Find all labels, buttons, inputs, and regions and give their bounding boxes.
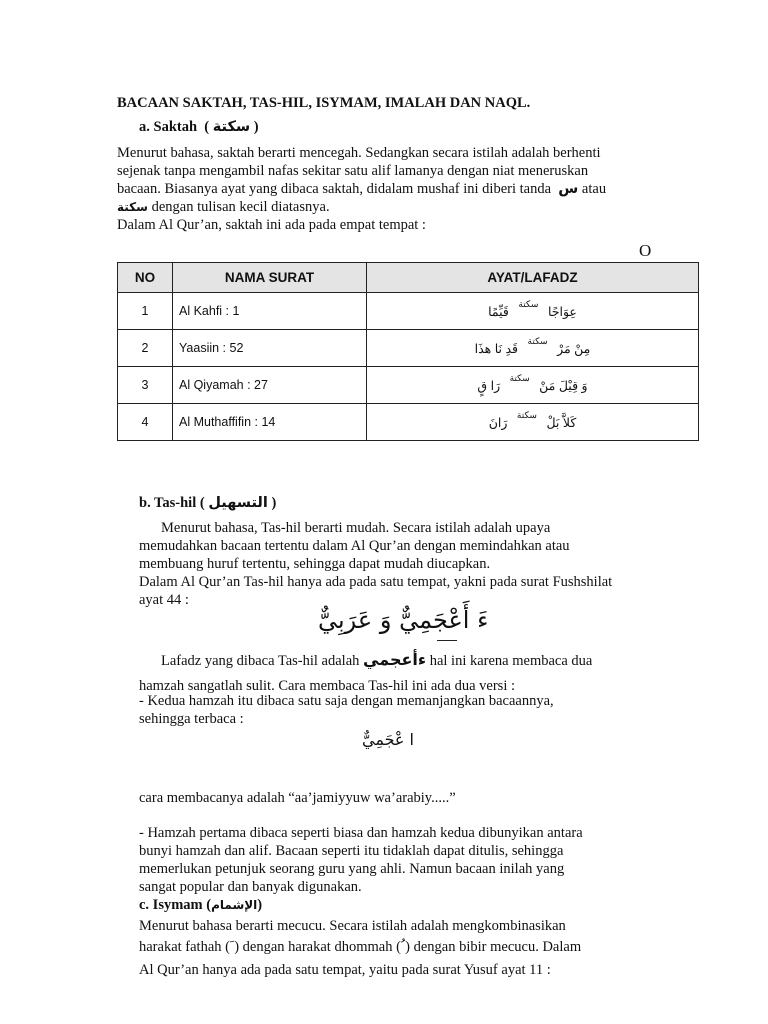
- tashil-paragraph-line-8: - Kedua hamzah itu dibaca satu saja dengan memanjangkan bacaannya,: [139, 693, 554, 709]
- tashil-inline-arabic: ءأعجمي: [363, 650, 427, 669]
- row-lafadz: [367, 330, 699, 367]
- saktah-line-3-end: atau: [581, 181, 607, 197]
- tashil-paragraph-line-6: [161, 651, 592, 670]
- header-nama-surat: NAMA SURAT: [173, 263, 367, 293]
- lafadz-part-a: مِنْ مَرْ: [557, 341, 591, 356]
- row-no: 3: [118, 367, 173, 404]
- lafadz-part-a: عِوَاجًا: [547, 304, 577, 319]
- tashil-paragraph-line-10: cara membacanya adalah “aa’jamiyyuw wa’arabiy.....”: [139, 790, 456, 806]
- row-no: 1: [118, 293, 173, 330]
- tashil-paragraph-line-7: hamzah sangatlah sulit. Cara membaca Tas-hil ini ada dua versi :: [139, 678, 515, 694]
- table-header-row: [118, 263, 699, 293]
- saktah-paragraph-line-5: Dalam Al Qur’an, saktah ini ada pada empat tempat :: [117, 217, 426, 233]
- isymam-paragraph-line-1: Menurut bahasa berarti mecucu. Secara istilah adalah mengkombinasikan: [139, 918, 566, 934]
- tashil-paragraph-line-14: sangat popular dan banyak digunakan.: [139, 879, 362, 895]
- saktah-label: سكتة: [527, 335, 548, 346]
- table-row: [118, 330, 699, 367]
- isymam-heading-end: ): [257, 897, 263, 913]
- tashil-paragraph-line-4: Dalam Al Qur’an Tas-hil hanya ada pada satu tempat, yakni pada surat Fushshilat: [139, 574, 613, 590]
- saktah-sign-arabic: س: [558, 181, 579, 197]
- tashil-heading: [139, 494, 276, 512]
- saktah-paragraph-line-3: [117, 180, 606, 198]
- ayat-underline: [437, 640, 457, 641]
- lafadz-part-b: رَا قٍ: [477, 378, 501, 393]
- row-lafadz: [367, 367, 699, 404]
- isymam-heading-arabic: الإشمام: [211, 898, 258, 912]
- saktah-heading: a. Saktah ( سكتة ): [139, 119, 259, 135]
- saktah-paragraph-line-2: sejenak tanpa mengambil nafas sekitar satu alif lamanya dengan niat meneruskan: [117, 163, 589, 179]
- saktah-label: سكتة: [516, 409, 537, 420]
- saktah-heading-label: a. Saktah: [139, 119, 198, 135]
- lafadz-part-b: قَيِّمًا: [488, 304, 509, 319]
- tashil-heading-arabic: التسهيل: [208, 495, 268, 511]
- row-surat: Yaasiin : 52: [173, 330, 367, 367]
- lafadz-part-b: رَانَ: [488, 415, 508, 430]
- tashil-paragraph-line-11: - Hamzah pertama dibaca seperti biasa dan hamzah kedua dibunyikan antara: [139, 825, 583, 841]
- row-surat: Al Muthaffifin : 14: [173, 404, 367, 441]
- isymam-paragraph-line-3: Al Qur’an hanya ada pada satu tempat, yaitu pada surat Yusuf ayat 11 :: [139, 962, 551, 978]
- lafadz-part-a: وَ قِيْلَ مَنْ: [539, 378, 588, 393]
- header-ayat-lafadz: AYAT/LAFADZ: [367, 263, 699, 293]
- saktah-paragraph-line-4: [117, 198, 330, 216]
- page-title: BACAAN SAKTAH, TAS-HIL, ISYMAM, IMALAH DAN NAQL.: [117, 95, 531, 111]
- tashil-paragraph-line-2: memudahkan bacaan tertentu dalam Al Qur’an dengan memindahkan atau: [139, 538, 570, 554]
- tashil-paragraph-line-5: ayat 44 :: [139, 592, 189, 608]
- table-row: [118, 404, 699, 441]
- lafadz-part-a: كَلاَّ بَلْ: [546, 415, 577, 430]
- tashil-terbaca-arabic: ا عْجَمِيٌّ: [362, 730, 414, 749]
- row-no: 4: [118, 404, 173, 441]
- saktah-paragraph-line-1: Menurut bahasa, saktah berarti mencegah. Sedangkan secara istilah adalah berhenti: [117, 145, 601, 161]
- row-no: 2: [118, 330, 173, 367]
- isymam-heading: [139, 896, 262, 914]
- saktah-table: [117, 262, 699, 441]
- lafadz-part-b: قَدِ نَا هذَا: [474, 341, 519, 356]
- row-lafadz: [367, 404, 699, 441]
- header-no: NO: [118, 263, 173, 293]
- tashil-heading-end: ): [271, 495, 277, 511]
- saktah-heading-arabic: سكتة: [212, 119, 251, 135]
- table-row: [118, 293, 699, 330]
- row-surat: Al Kahfi : 1: [173, 293, 367, 330]
- tashil-paragraph-line-12: bunyi hamzah dan alif. Bacaan seperti itu tidaklah dapat ditulis, sehingga: [139, 843, 564, 859]
- row-lafadz: [367, 293, 699, 330]
- tashil-heading-label: b. Tas-hil (: [139, 495, 205, 511]
- tashil-paragraph-line-9: sehingga terbaca :: [139, 711, 244, 727]
- table-row: [118, 367, 699, 404]
- tashil-line-6-end: hal ini karena membaca dua: [429, 653, 593, 669]
- saktah-line-4-text: dengan tulisan kecil diatasnya.: [151, 199, 330, 215]
- saktah-line-3-text: bacaan. Biasanya ayat yang dibaca saktah, didalam mushaf ini diberi tanda: [117, 181, 552, 197]
- saktah-small-arabic: سكتة: [117, 200, 148, 214]
- tashil-paragraph-line-3: membuang huruf tertentu, sehingga dapat mudah diucapkan.: [139, 556, 491, 572]
- isymam-heading-label: c. Isymam (: [139, 897, 212, 913]
- stray-mark: O: [639, 241, 652, 260]
- tashil-paragraph-line-1: Menurut bahasa, Tas-hil berarti mudah. Secara istilah adalah upaya: [161, 520, 551, 536]
- saktah-label: سكتة: [509, 372, 530, 383]
- isymam-paragraph-line-2: harakat fathah ( َ) dengan harakat dhommah ( ُ) dengan bibir mecucu. Dalam: [139, 939, 582, 955]
- tashil-line-6-text: Lafadz yang dibaca Tas-hil adalah: [161, 653, 360, 669]
- row-surat: Al Qiyamah : 27: [173, 367, 367, 404]
- saktah-label: سكتة: [518, 298, 539, 309]
- tashil-ayat-arabic: ءَ أَعْجَمِيٌّ وَ عَرَبِيٌّ: [318, 606, 489, 634]
- tashil-paragraph-line-13: memerlukan petunjuk seorang guru yang ahli. Namun bacaan inilah yang: [139, 861, 565, 877]
